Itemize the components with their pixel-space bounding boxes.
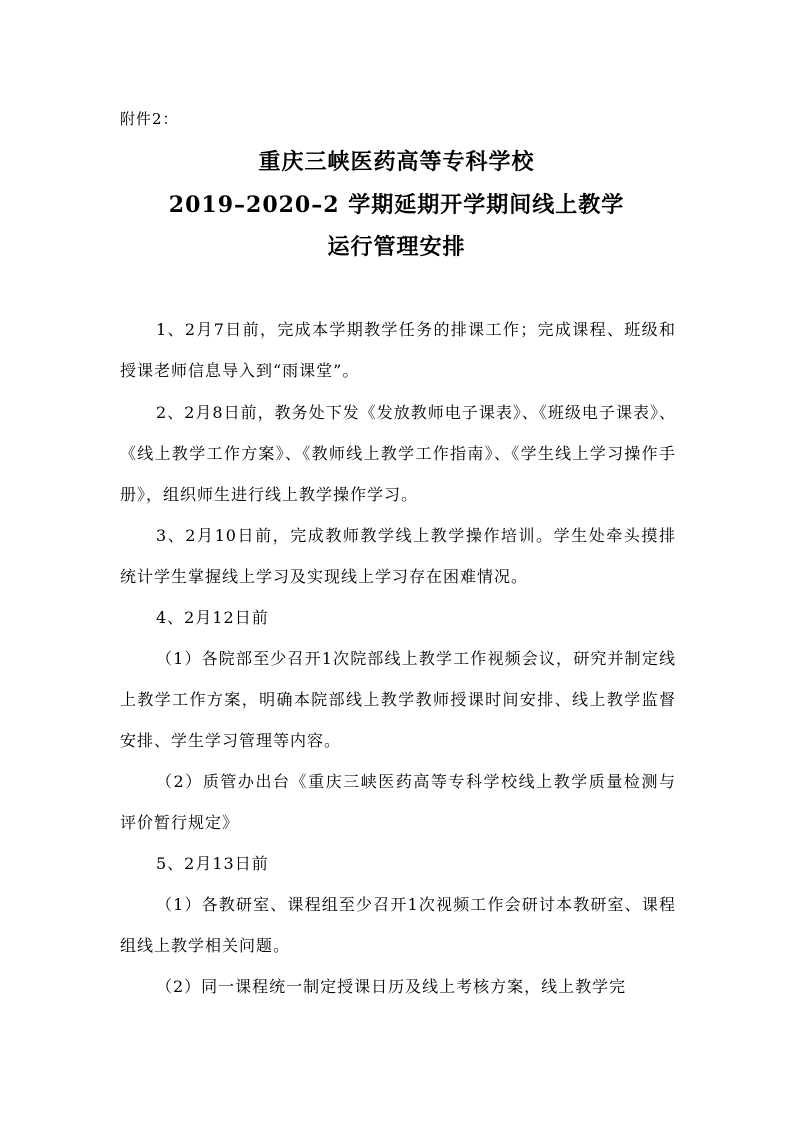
paragraph-item-5-1: （1）各教研室、课程组至少召开1次视频工作会研讨本教研室、课程组线上教学相关问题。 [120,895,676,955]
title-term: 2019–2020–2 学期延期开学期间线上教学 [168,192,625,218]
paragraph-item-5-heading: 5、2月13日前 [156,854,269,873]
paragraph-item-5-2: （2）同一课程统一制定授课日历及线上考核方案，线上教学完 [156,977,627,996]
title-school-name: 重庆三峡医药高等专科学校 [258,149,535,175]
paragraph-item-3: 3、2月10日前，完成教师教学线上教学操作培训。学生处牵头摸排统计学生掌握线上学习及实现线上学习存在困难情况。 [120,526,676,586]
paragraph-item-1: 1、2月7日前，完成本学期教学任务的排课工作；完成课程、班级和授课老师信息导入到“雨课堂”。 [120,320,676,380]
paragraph-item-4-1: （1）各院部至少召开1次院部线上教学工作视频会议，研究并制定线上教学工作方案，明确本院部线上教学教师授课时间安排、线上教学监督安排、学生学习管理等内容。 [120,649,676,750]
title-subject: 运行管理安排 [327,234,466,260]
paragraph-item-4-2: （2）质管办出台《重庆三峡医药高等专科学校线上教学质量检测与评价暂行规定》 [120,772,676,832]
attachment-label: 附件2： [120,110,179,128]
paragraph-item-2: 2、2月8日前，教务处下发《发放教师电子课表》、《班级电子课表》、《线上教学工作方案》、《教师线上教学工作指南》、《学生线上学习操作手册》，组织师生进行线上教学操作学习。 [120,403,676,504]
paragraph-item-4-heading: 4、2月12日前 [156,608,269,627]
